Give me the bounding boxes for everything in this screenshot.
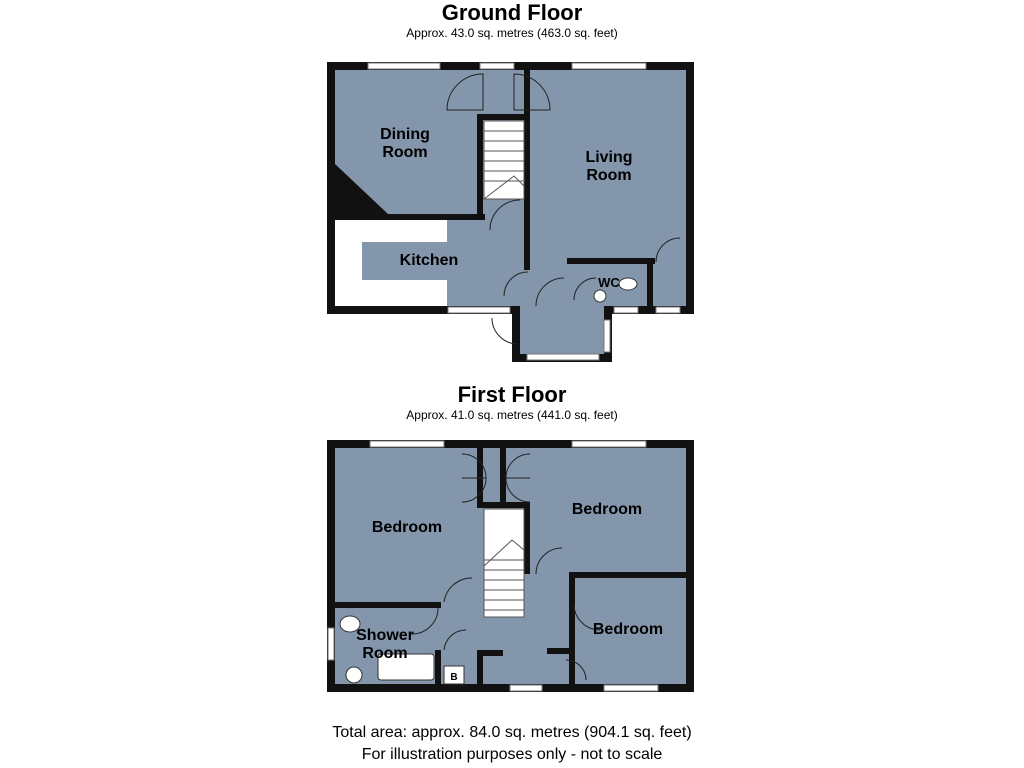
front-door-window <box>480 63 514 69</box>
shower-room-label-1: Shower <box>356 627 414 644</box>
landing-top-wall <box>477 502 529 508</box>
wc-basin <box>594 290 606 302</box>
porch-window <box>527 354 599 360</box>
disclaimer-text: For illustration purposes only - not to scale <box>361 746 663 763</box>
kitchen-label: Kitchen <box>399 252 459 269</box>
first-floor-plan <box>327 440 694 692</box>
first-floor-title: First Floor <box>457 382 567 407</box>
first-staircase <box>484 509 524 617</box>
shower-basin <box>346 667 362 683</box>
bedroom3-label: Bedroom <box>592 621 664 638</box>
wc-toilet <box>619 278 637 290</box>
hall-stair-wall <box>477 114 530 120</box>
porch-side-window <box>604 320 610 352</box>
stair-living-wall <box>524 70 530 270</box>
cupboard-window <box>656 307 680 313</box>
living-room-label-1: Living <box>585 149 633 166</box>
bedroom3-left-wall <box>569 572 575 684</box>
living-window <box>572 63 646 69</box>
shower-window <box>328 628 334 660</box>
wardrobe-divider-right <box>500 448 506 502</box>
boiler-top-wall <box>477 650 503 656</box>
first-floor-area: Approx. 41.0 sq. metres (441.0 sq. feet) <box>406 408 618 422</box>
bedroom2-label: Bedroom <box>571 501 643 518</box>
bedroom1-shower-wall <box>335 602 441 608</box>
wc-top-wall <box>567 258 655 264</box>
bedroom2-bedroom3-wall <box>569 572 686 578</box>
dining-room-label-2: Room <box>382 144 428 161</box>
porch <box>520 306 604 354</box>
landing-window <box>510 685 542 691</box>
shower-room-label-2: Room <box>362 645 408 662</box>
stair-bedroom2-wall <box>524 502 530 574</box>
bedroom3-window <box>604 685 658 691</box>
bedroom1-window <box>370 441 444 447</box>
bedroom2-window <box>572 441 646 447</box>
shower-right-wall <box>435 650 441 684</box>
dining-kitchen-wall <box>335 214 485 220</box>
boiler-label: B <box>450 672 458 683</box>
bedroom1-label: Bedroom <box>371 519 443 536</box>
ground-floor-title: Ground Floor <box>441 0 583 25</box>
total-area-text: Total area: approx. 84.0 sq. metres (904.1 sq. feet) <box>332 724 692 741</box>
dining-stair-wall <box>477 120 483 220</box>
ground-staircase <box>484 121 524 199</box>
dining-window <box>368 63 440 69</box>
ground-floor-plan <box>327 62 694 362</box>
dining-room-label-1: Dining <box>380 126 430 143</box>
ground-floor-area: Approx. 43.0 sq. metres (463.0 sq. feet) <box>406 26 618 40</box>
wc-label: WC <box>598 275 620 290</box>
wc-right-wall <box>647 258 653 306</box>
bedroom3-door-wall <box>547 648 569 654</box>
living-room-label-2: Room <box>586 167 632 184</box>
wc-window <box>614 307 638 313</box>
kitchen-window <box>448 307 510 313</box>
